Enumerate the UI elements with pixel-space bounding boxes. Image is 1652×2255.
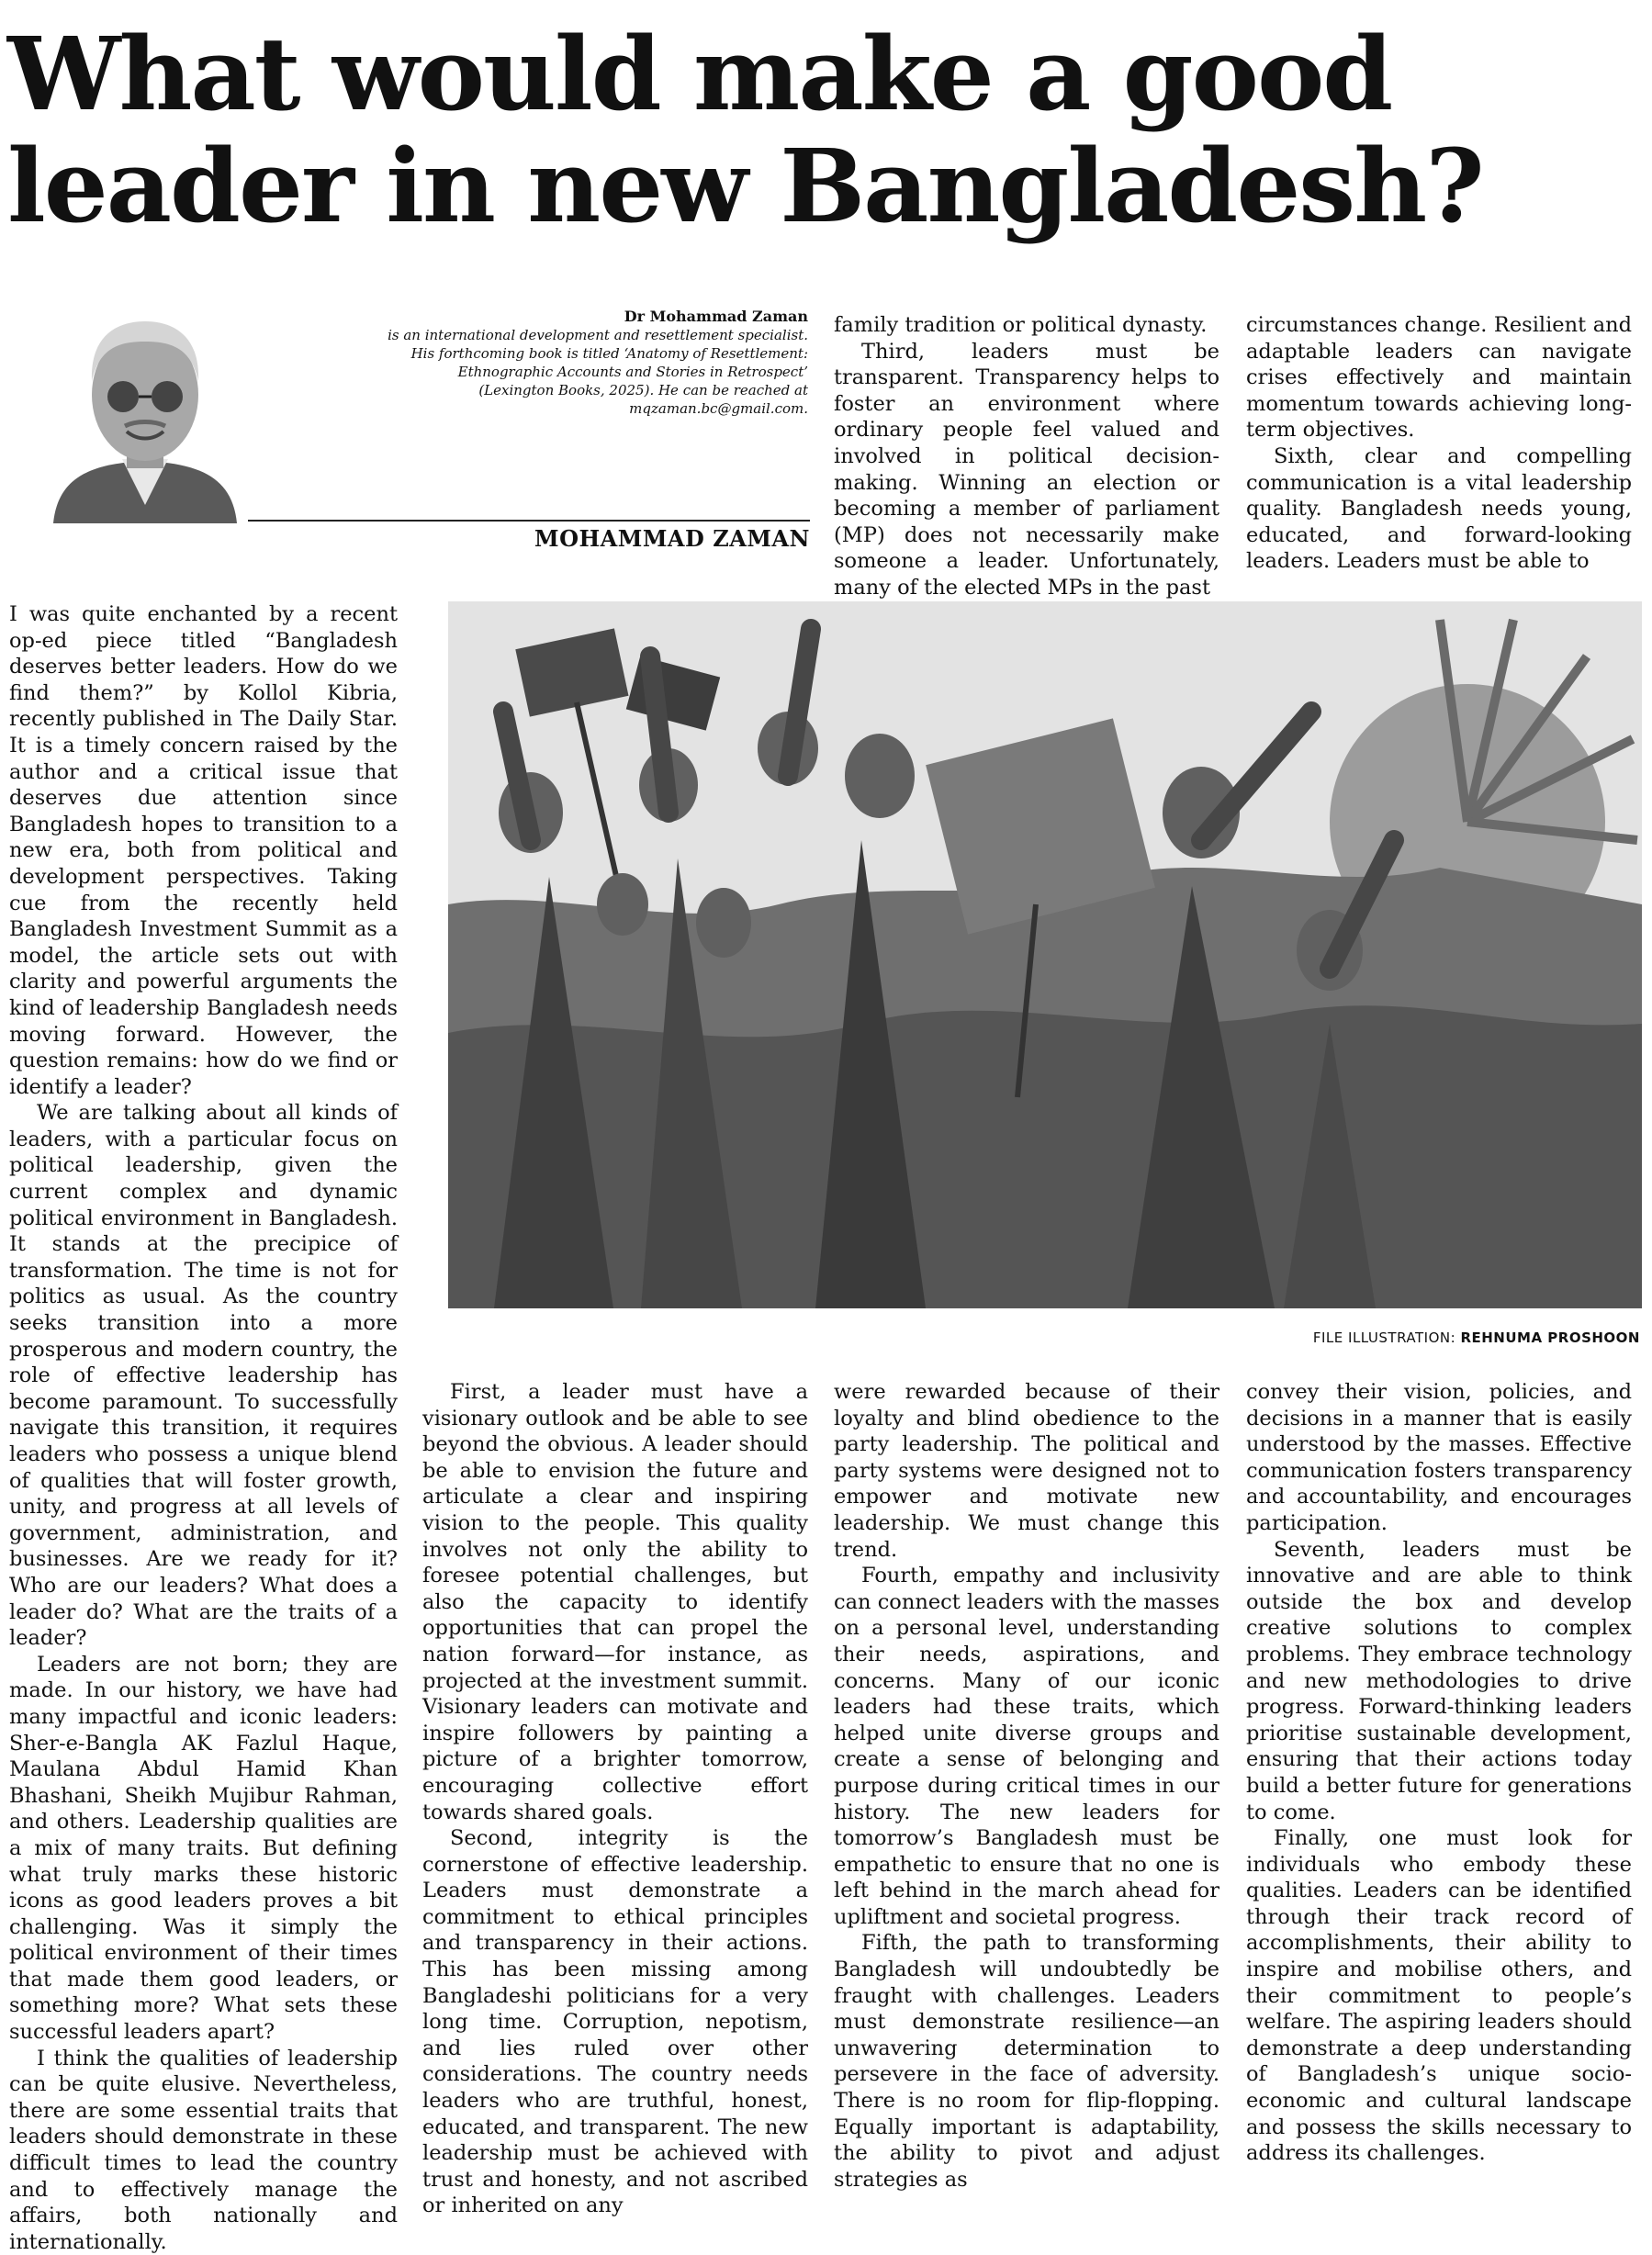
paragraph: Leaders are not born; they are made. In our history, we have had many impactful and iconic leaders: Sher-e-Bangla AK Fazlul Haque, Maulana Abdul Hamid Khan Bhashani, Sheikh Mujibur Rahman, and others. Leadership qualities are a mix of many traits. But defining what truly marks these historic icons as good leaders proves a bit challenging. Was it simply the political environment of their times that made them good leaders, or something more? What sets these successful leaders apart? xyxy=(9,1652,398,2045)
paragraph: Seventh, leaders must be innovative and are able to think outside the box and develop creative solutions to complex problems. They embrace technology and new methodologies to drive progress. Forward-thinking leaders prioritise sustainable development, ensuring that their actions today build a better future for generations to come. xyxy=(1246,1537,1632,1824)
byline: MOHAMMAD ZAMAN xyxy=(534,525,810,552)
article-column-4-bottom xyxy=(1246,1379,1632,2167)
article-column-3-top xyxy=(834,312,1219,601)
article-column-4-top xyxy=(1246,312,1632,575)
protest-illustration xyxy=(448,601,1642,1308)
paragraph: family tradition or political dynasty. xyxy=(834,313,1208,337)
paragraph: circumstances change. Resilient and adaptable leaders can navigate crises effectively and maintain momentum towards achieving long-term objectives. xyxy=(1246,313,1632,443)
headline xyxy=(7,15,1642,245)
article-column-3-bottom xyxy=(834,1379,1219,2193)
paragraph: We are talking about all kinds of leaders, with a particular focus on political leadership, given the current complex and dynamic political environment in Bangladesh. It stands at the precipice of transformation. The time is not for politics as usual. As the country seeks transition into a more prosperous and modern country, the role of effective leadership has become paramount. To successfully navigate this transition, it requires leaders who possess a unique blend of qualities that will foster growth, unity, and progress at all levels of government, administration, and businesses. Are we ready for it? Who are our leaders? What does a leader do? What are the traits of a leader? xyxy=(9,1101,398,1651)
author-photo xyxy=(35,294,255,523)
author-bio-name: Dr Mohammad Zaman xyxy=(624,308,808,325)
paragraph: Finally, one must look for individuals who embody these qualities. Leaders can be identified through their track record of accomplishments, their ability to inspire and mobilise others, and their commitment to people’s welfare. The aspiring leaders should demonstrate a deep understanding of Bangladesh’s unique socio-economic and cultural landscape and possess the skills necessary to address its challenges. xyxy=(1246,1826,1632,2166)
paragraph: First, a leader must have a visionary outlook and be able to see beyond the obvious. A leader should be able to envision the future and articulate a clear and inspiring vision to the people. This quality involves not only the ability to foresee potential challenges, but also the capacity to identify opportunities that can propel the nation forward—for instance, as projected at the investment summit. Visionary leaders can motivate and inspire followers by painting a picture of a brighter tomorrow, encouraging collective effort towards shared goals. xyxy=(422,1380,808,1824)
paragraph: Third, leaders must be transparent. Transparency helps to foster an environment where ordinary people feel valued and involved in political decision-making. Winning an election or becoming a member of parliament (MP) does not necessarily make someone a leader. Unfortunately, many of the elected MPs in the past xyxy=(834,339,1219,600)
illustration-credit-prefix: FILE ILLUSTRATION: xyxy=(1312,1329,1456,1346)
illustration-credit xyxy=(1010,1329,1640,1346)
headline-line-2: leader in new Bangladesh? xyxy=(7,127,1483,245)
author-bio-text: is an international development and resettlement specialist. His forthcoming book is titled ‘Anatomy of Resettlement: Ethnographic Accounts and Stories in Retrospect’ (Lexington Books, 2025). He can be reached at mqzaman.bc@gmail.com. xyxy=(388,327,808,417)
headline-line-1: What would make a good xyxy=(7,15,1392,133)
paragraph: Fourth, empathy and inclusivity can connect leaders with the masses on a personal level, understanding their needs, aspirations, and concerns. Many of our iconic leaders had these traits, which helped unite diverse groups and create a sense of belonging and purpose during critical times in our history. The new leaders for tomorrow’s Bangladesh must be empathetic to ensure that no one is left behind in the march ahead for upliftment and societal progress. xyxy=(834,1564,1219,1929)
paragraph: were rewarded because of their loyalty and blind obedience to the party leadership. The political and party systems were designed not to empower and motivate new leadership. We must change this trend. xyxy=(834,1380,1219,1562)
article-column-2 xyxy=(422,1379,808,2219)
author-bio xyxy=(386,308,808,418)
paragraph: convey their vision, policies, and decisions in a manner that is easily understood by the masses. Effective communication fosters transparency and accountability, and encourages participation. xyxy=(1246,1380,1632,1535)
paragraph: Fifth, the path to transforming Bangladesh will undoubtedly be fraught with challenges. Leaders must demonstrate resilience—an unwavering determination to persevere in the face of adversity. There is no room for flip-flopping. Equally important is adaptability, the ability to pivot and adjust strategies as xyxy=(834,1931,1219,2192)
paragraph: Second, integrity is the cornerstone of effective leadership. Leaders must demonstrate a commitment to ethical principles and transparency in their actions. This has been missing among Bangladeshi politicians for a very long time. Corruption, nepotism, and lies ruled over other considerations. The country needs leaders who are truthful, honest, educated, and transparent. The new leadership must be achieved with trust and honesty, and not ascribed or inherited on any xyxy=(422,1826,808,2218)
byline-divider xyxy=(248,520,810,522)
paragraph: I think the qualities of leadership can be quite elusive. Nevertheless, there are some essential traits that leaders should demonstrate in these difficult times to lead the country and to effectively manage the affairs, both nationally and internationally. xyxy=(9,2046,398,2254)
paragraph: I was quite enchanted by a recent op-ed piece titled “Bangladesh deserves better leaders. How do we find them?” by Kollol Kibria, recently published in The Daily Star. It is a timely concern raised by the author and a critical issue that deserves due attention since Bangladesh hopes to transition to a new era, both from political and development perspectives. Taking cue from the recently held Bangladesh Investment Summit as a model, the article sets out with clarity and powerful arguments the kind of leadership Bangladesh needs moving forward. However, the question remains: how do we find or identify a leader? xyxy=(9,602,398,1099)
illustration-credit-name: REHNUMA PROSHOON xyxy=(1460,1329,1640,1346)
article-column-1 xyxy=(9,601,398,2255)
paragraph: Sixth, clear and compelling communication is a vital leadership quality. Bangladesh needs young, educated, and forward-looking leaders. Leaders must be able to xyxy=(1246,443,1632,574)
